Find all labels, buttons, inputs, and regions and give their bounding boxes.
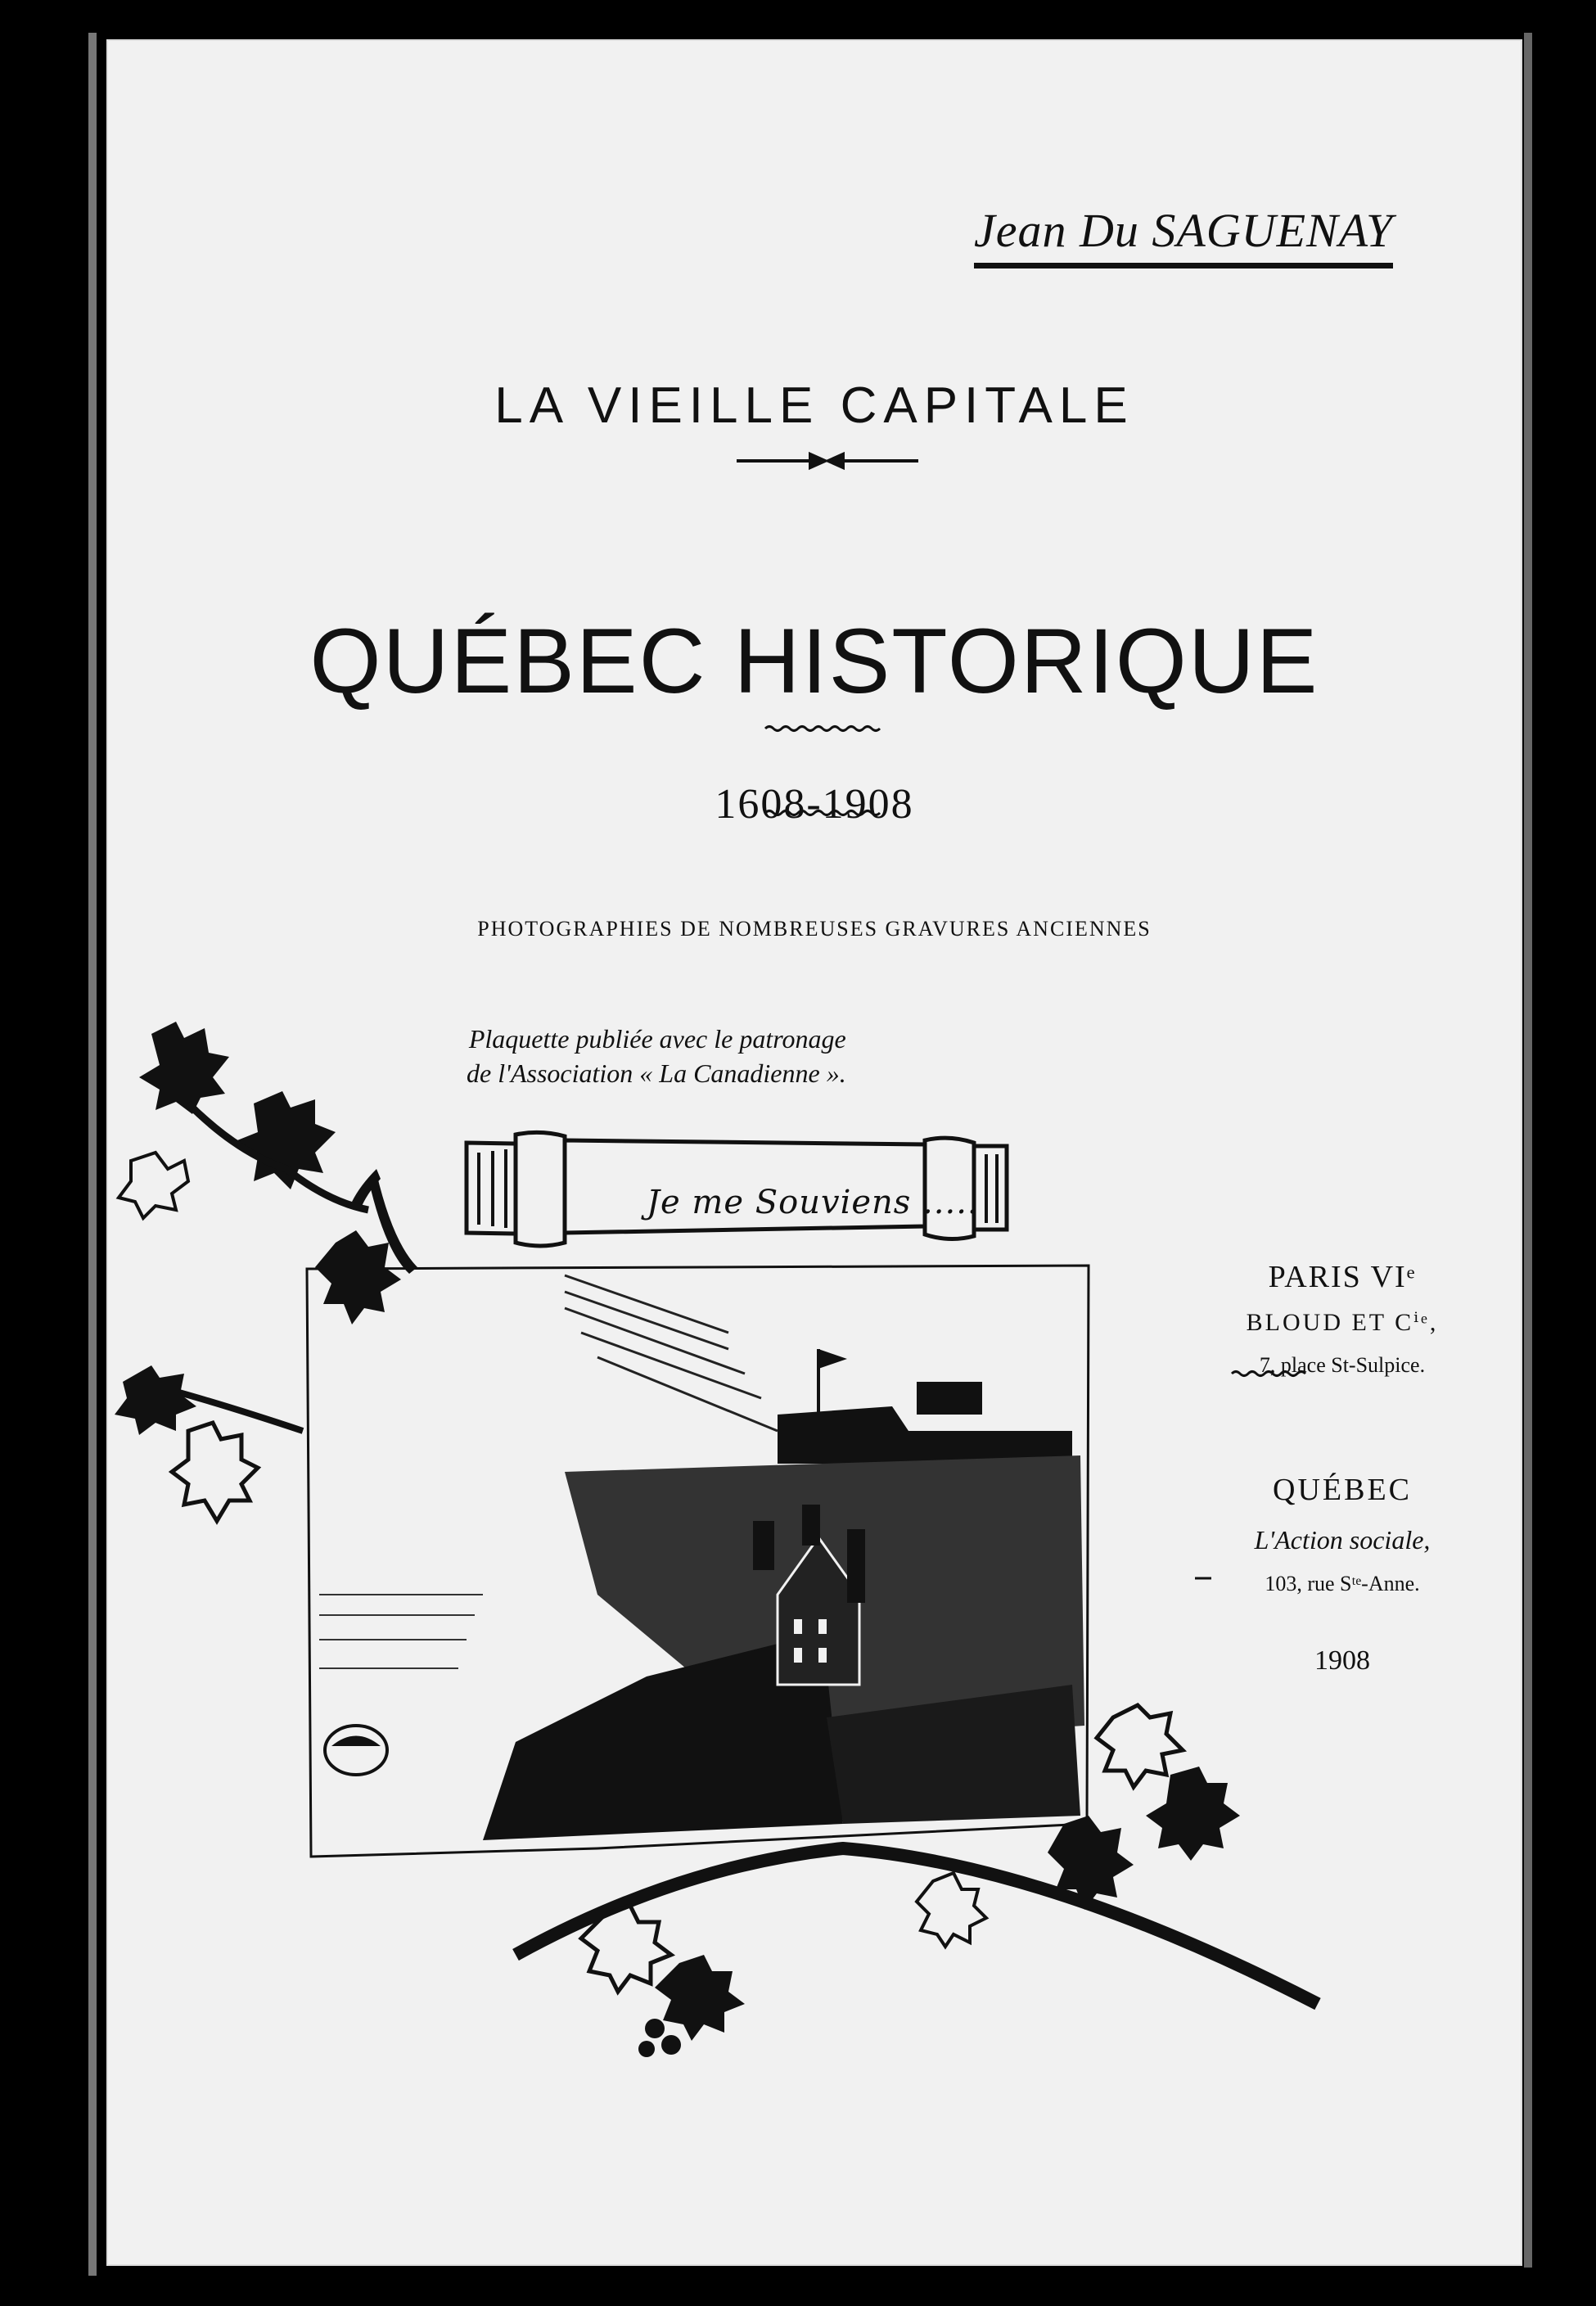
publisher-paris-name: BLOUD ET Cⁱᵉ,	[1246, 1309, 1439, 1336]
engraving	[307, 1266, 1089, 1857]
wavy-rule-bottom	[765, 811, 880, 815]
publisher-quebec-address: 103, rue Sᵗᵉ-Anne.	[1265, 1572, 1420, 1595]
publisher-quebec-name: L'Action sociale,	[1254, 1525, 1431, 1555]
ornament-divider	[737, 454, 918, 467]
patronage-line-1: Plaquette publiée avec le patronage	[468, 1024, 846, 1054]
publisher-paris-city: PARIS VIᵉ	[1268, 1260, 1417, 1294]
book-edge	[1524, 33, 1532, 2268]
motto-text: Je me Souviens .....	[647, 1184, 979, 1221]
date-range: 1608-1908	[715, 781, 914, 828]
book-spine	[88, 33, 97, 2276]
photos-note: PHOTOGRAPHIES DE NOMBREUSES GRAVURES ANCIENNES	[477, 917, 1152, 941]
author-name: Jean Du SAGUENAY	[974, 203, 1393, 269]
title-page	[106, 39, 1522, 2266]
cover-illustration	[106, 39, 1522, 2266]
publisher-quebec-city: QUÉBEC	[1273, 1473, 1412, 1507]
maple-branch-left	[115, 1365, 303, 1521]
wavy-rule-top	[765, 727, 880, 731]
subtitle: LA VIEILLE CAPITALE	[494, 377, 1134, 434]
maple-branch-top-left	[119, 1022, 417, 1324]
publication-year: 1908	[1314, 1645, 1370, 1676]
publisher-paris-address: 7, place St-Sulpice.	[1259, 1353, 1426, 1377]
page-title: QUÉBEC HISTORIQUE	[309, 610, 1319, 712]
patronage-line-2: de l'Association « La Canadienne ».	[467, 1058, 846, 1088]
